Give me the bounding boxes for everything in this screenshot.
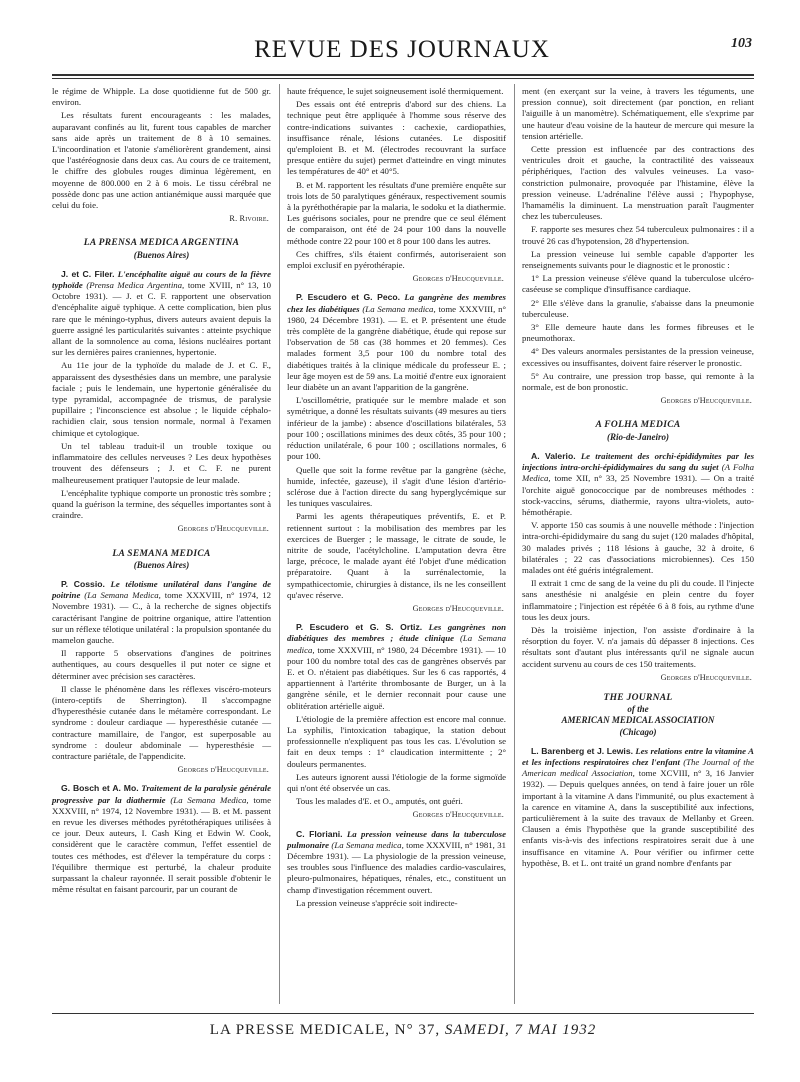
signature: Georges d'Heucqueville. <box>412 274 504 284</box>
column-right <box>522 86 754 871</box>
paragraph: L'étiologie de la première affection est encore mal connue. La syphilis, l'intoxication tabagique, la station debout professionnelle n'expliquent pas tous les cas. L'évolution se fait en deux temps : 1° claudication intermittente ; 2° douleurs permanentes. <box>287 713 506 769</box>
page-footer <box>52 1013 754 1038</box>
paragraph: L'encéphalite typhique comporte un pronostic très sombre ; quand la guérison la termine, des séquelles importantes sont à craindre. <box>52 487 271 521</box>
article-body: tome XXXVIII, n° 1974, 12 Novembre 1931). — C., à la recherche de signes objectifs caractérisant l'angine de poitrine organique, attire l'attention sur un réflexe télotique unilatéral : la propulsion spontanée du mamelon gauche. <box>52 590 272 645</box>
article-authors: P. Escudero et G. Peco. <box>296 292 401 303</box>
paragraph: L'oscillométrie, pratiquée sur le membre malade et son symétrique, a donné les résultats suivants (49 mesures au tiers inférieur de la jambe) : absence d'oscillations bilatérales, 53 pour 100 ; oscillations minimes des deux côtés, 35 pour 100 ; réduction unilatérale, 6 pour 100 ; oscillations normales, 6 pour 100. <box>287 395 506 462</box>
paragraph: Au 11e jour de la typhoïde du malade de J. et C. F., apparaissent des dysesthésies dans un membre, une paralysie faciale ; puis le lendemain, une hypertonie généralisée du type pyramidal, accompagnée de trismus, de paralysie pupillaire ; l'inconscience est absolue ; le liquide céphalo-rachidien clair, sous tension normale, normal à l'examen chimique et cytologique. <box>52 360 271 438</box>
article-title: Le traitement des orchi-épididymites par les injections intra-orchi-épididymaires du sang du sujet <box>522 450 755 473</box>
paragraph: Cette pression est influencée par des contractions des ventricules droit et gauche, la contractilité des vaisseaux périphériques, l'action des valvules veineuses. La vaso-constriction pulmonaire, provoquée par l'histamine, élève la pression veineuse. L'adrénaline l'élève aussi ; l'hypophyse, l'hamamélis la diminuent. La menstruation paraît l'augmenter chez les tuberculeuses. <box>522 144 754 222</box>
article-body: tome XVIII, n° 13, 10 Octobre 1931). — J. et C. F. rapportent une observation d'encéphalite aiguë typhique. A cette complication, bien plus rare que le méningo-typhus, divers auteurs avaient depuis la guerre assigné les particularités suivantes : atteinte psychique allant de la somnolence au coma, lésions nucléaires portant sur les dernières paires craniennes, hypertonie. <box>52 280 272 358</box>
signature: R. Rivoire. <box>229 214 269 224</box>
article-title: L'encéphalite aiguë au cours de la fièvre typhoïde <box>52 268 271 291</box>
article-title: La pression veineuse dans la tuberculose pulmonaire <box>287 828 507 850</box>
column-middle <box>287 86 506 911</box>
article-entry <box>52 783 271 895</box>
paragraph: Il classe le phénomène dans les réflexes viscéro-moteurs (intero-ceptifs de Sherrington). Il s'accompagne d'hyperesthésie cutanée dans le métamère correspondant. Le syndrome : douleur cardiaque — hyperesthésie cutanée — contracture mamillaire, de l'angor, est superposable au syndrome : douleur abdominale — hyperesthésie — contracture pariétale, de l'appendicite. <box>52 683 271 761</box>
article-authors: C. Floriani. <box>296 828 343 839</box>
page-header <box>52 32 752 68</box>
list-item: 4° Des valeurs anormales persistantes de la pression veineuse, excessives ou insuffisantes, doivent faire réserver le pronostic. <box>522 346 754 368</box>
article-title: Traitement de la paralysie générale progressive par la diathermie <box>52 783 271 805</box>
section-place: (Chicago) <box>619 726 657 737</box>
article-entry <box>522 451 754 518</box>
paragraph: Parmi les agents thérapeutiques préventifs, E. et P. retiennent surtout : la mobilisation des membres par les exercices de Buerger ; le massage, le citrate de soude, le nitrite de soude, l'acétylcholine. L'amputation devra être large, précoce, le malade ayant été l'objet d'une médication préparatoire. Quant à la surrénalectomie, la sympathicectomie, chirurgies à distance, ils ne les conseillent qu'avec réserve. <box>287 511 506 600</box>
paragraph: Les auteurs ignorent aussi l'étiologie de la forme sigmoïde qui n'ont été observée un cas. <box>287 771 506 793</box>
signature: Georges d'Heucqueville. <box>412 810 504 820</box>
column-left <box>52 86 271 897</box>
article-entry <box>522 746 754 869</box>
article-source: (La Semana Medica, <box>170 794 249 805</box>
article-authors: P. Escudero et G. S. Ortiz. <box>296 622 423 633</box>
article-authors: L. Barenberg et J. Lewis. <box>531 745 633 756</box>
paragraph: ment (en exerçant sur la veine, à travers les téguments, une pression connue), soit directement (par ponction, en reliant l'aiguille à un manomètre). Schématiquement, elle s'exprime par une hauteur d'eau voisine de la hauteur de mercure qui mesure la tension artérielle. <box>522 86 754 141</box>
article-source: (The Journal of the American medical Association, <box>522 756 754 779</box>
column-divider <box>279 84 280 1004</box>
paragraph: B. et M. rapportent les résultats d'une première enquête sur trois lots de 50 paralytiques généraux, respectivement soumis à la pyréthothérapie par la malaria, le sodoku et la diathermie. Les guérisons sociales, pour ne prendre que ce seul élément de comparaison, ont été de 24 pour 100 dans la nouvelle méthode contre 22 pour 100 et 8 pour 100 dans les autres. <box>287 179 506 246</box>
section-title: THE JOURNAL <box>603 692 673 703</box>
article-title: Les gangrènes non diabétiques des membres ; étude clinique <box>287 622 507 644</box>
article-authors: J. et C. Filer. <box>61 268 115 279</box>
article-body: tome XXXVIII, n° 1981, 31 Décembre 1931). — La physiologie de la pression veineuse, ses troubles sous l'influence des maladies cardio-vasculaires, pleuro-pulmonaires, hépatiques, rénales, etc., constituent un champ d'investigation récemment ouvert. <box>287 839 507 895</box>
footer-text <box>52 1022 754 1039</box>
paragraph: Il rapporte 5 observations d'angines de poitrines authentiques, au cours desquelles il put noter ce signe et déterminer avec précision ses caractères. <box>52 648 271 681</box>
page-title: REVUE DES JOURNAUX <box>254 36 550 63</box>
paragraph: La pression veineuse s'apprécie soit indirecte- <box>296 897 458 908</box>
article-source: (La Semana medica, <box>331 839 404 850</box>
article-title: Le télotisme unilatéral dans l'angine de poitrine <box>52 578 271 601</box>
section-title-line: of the <box>627 704 649 715</box>
paragraph: Quelle que soit la forme revêtue par la gangrène (sèche, humide, infectée, gazeuse), il s'agit d'une lésion d'artério-sclérose due à l'action directe du sang hyperglycémique sur les tuniques vasculaires. <box>287 464 506 509</box>
section-title-line: AMERICAN MEDICAL ASSOCIATION <box>561 715 715 726</box>
article-authors: G. Bosch et A. Mo. <box>61 783 139 794</box>
section-title: LA PRENSA MEDICA ARGENTINA <box>83 238 240 249</box>
paragraph: V. apporte 150 cas soumis à une nouvelle méthode : l'injection intra-orchi-épididymaire du sang du sujet (120 malades d'hôpital, 30 malades privés ; 118 lésions à gauche, 32 à droite, 6 bilatérales ; 22 cas d'associations microbiennes). Ces 150 malades ont été guéris intégralement. <box>522 520 754 575</box>
section-place: (Buenos Aires) <box>133 559 190 570</box>
section-title: LA SEMANA MEDICA <box>112 548 211 559</box>
article-authors: A. Valerio. <box>531 450 576 461</box>
header-rule <box>52 74 754 76</box>
article-body: tome XXXVIII, n° 1980, 24 Décembre 1931). — 10 pour 100 du nombre total des cas de gangrènes observés par E. et O. n'étaient pas diabétiques. Sur les 6 cas rapportés, 4 appartiennent à l'artérite thrombosante de Burger, un à la gangrène sénile, et le dernier reconnait pour cause une oblitération artérielle aiguë. <box>287 644 506 711</box>
paragraph: Des essais ont été entrepris d'abord sur des chiens. La technique peut être appliquée à l'homme sous réserve des contre-indications suivantes : cachexie, cardiopathies, insuffisance rénale, lésions cutanées. Le dispositif qu'emploient B. et M. (électrodes recouvrant la surface presque entière du sujet) permet d'atteindre en vingt minutes les températures de 40° et 40°5. <box>287 99 506 177</box>
page-number: 103 <box>731 36 752 51</box>
article-authors: P. Cossio. <box>61 578 105 589</box>
article-entry <box>287 622 506 712</box>
signature: Georges d'Heucqueville. <box>660 672 752 682</box>
signature: Georges d'Heucqueville. <box>412 603 504 613</box>
article-entry <box>287 829 506 896</box>
list-item: 3° Elle demeure haute dans les formes fibreuses et le pneumothorax. <box>522 322 754 344</box>
signature: Georges d'Heucqueville. <box>177 765 269 775</box>
article-entry <box>52 579 271 646</box>
paragraph: Un tel tableau traduit-il un trouble toxique ou inflammatoire des cellules nerveuses ? Les deux hypothèses trouvent des défenseurs ; J. et C. F. ne purent malheureusement pratiquer l'autopsie de leur malade. <box>52 440 271 485</box>
paragraph: Dès la troisième injection, l'on assiste d'ordinaire à la résorption du foyer. V. n'a jamais dû dépasser 8 injections. Ces résultats sont d'autant plus intéressants qu'il ne signale aucun accident survenu au cours de ces 150 traitements. <box>522 624 754 669</box>
footer-publication: LA PRESSE MEDICALE, N° 37, <box>209 1022 441 1038</box>
paragraph: Il extrait 1 cmc de sang de la veine du pli du coude. Il l'injecte sans anesthésie ni analgésie en plein centre du foyer inflammatoire ; l'injection est répétée 6 à 8 fois, au rythme d'une tous les deux jours. <box>522 578 754 622</box>
article-source: (La Semana medica, <box>287 633 506 655</box>
list-item: 1° La pression veineuse s'élève quand la tuberculose ulcéro-caséeuse se complique d'insuffisance cardiaque. <box>522 273 754 295</box>
column-divider <box>514 84 515 1004</box>
section-place: (Buenos Aires) <box>133 249 190 260</box>
section-title: A FOLHA MEDICA <box>595 420 681 431</box>
article-title: Les relations entre la vitamine A et les infections respiratoires chez l'enfant <box>522 745 754 767</box>
paragraph: F. rapporte ses mesures chez 54 tuberculeux pulmonaires : il a trouvé 26 cas d'hypotension, 28 d'hypertension. <box>522 224 754 246</box>
paragraph: le régime de Whipple. La dose quotidienne fut de 500 gr. environ. <box>52 86 271 108</box>
list-item: 2° Elle s'élève dans la granulie, s'abaisse dans la pneumonie tuberculeuse. <box>522 297 754 319</box>
paragraph: Ces chiffres, s'ils étaient confirmés, autoriseraient son emploi exclusif en pyérothérapie. <box>287 248 506 271</box>
paragraph: Tous les malades d'E. et O., amputés, ont guéri. <box>296 796 463 807</box>
article-body: tome XXXVIII, n° 1980, 24 Décembre 1931). — E. et P. présentent une étude très complète de la gangrène diabétique, étude qui repose sur l'observation de 58 cas (38 hommes et 20 femmes). Ces malades forment 3,5 pour 100 du nombre total des diabétiques traités à la clinique médicale du professeur E. ; leur âge moyen est de 59 ans. La moitié d'entre eux ignoraient leur diabète un an avant l'apparition de la gangrène. <box>287 303 506 393</box>
article-entry <box>287 292 506 393</box>
section-place: (Rio-de-Janeiro) <box>607 431 669 442</box>
article-body: tome XXXVIII, n° 1974, 12 Novembre 1931). — B. et M. passent en revue les diverses méthodes pyrétothérapiques utilisées à ce jour. Deux auteurs, I. Cash King et Edwin W. Cook, considèrent que le caractère commun, l'effet essentiel de toutes ces méthodes, est d'élever la température du corps : l'équilibre thermique est perturbé, la chaleur produite surpassant la chaleur rayonnée. Il serait possible d'obtenir le même résultat en faisant parcourir, par un courant de <box>52 794 271 895</box>
paragraph: La pression veineuse lui semble capable d'apporter les renseignements suivants pour le diagnostic et le pronostic : <box>522 248 754 271</box>
article-source: (A Folha Medica, <box>522 462 755 484</box>
footer-date: SAMEDI, 7 MAI 1932 <box>444 1022 597 1038</box>
signature: Georges d'Heucqueville. <box>660 396 752 406</box>
paragraph: haute fréquence, le sujet soigneusement isolé thermiquement. <box>287 86 504 96</box>
article-source: (Prensa Medica Argentina, <box>86 280 185 291</box>
article-title: La gangrène des membres chez les diabétiques <box>287 292 506 314</box>
article-body: tome XII, n° 33, 25 Novembre 1931). — On a traité l'orchite aiguë gonococcique par de nombreuses méthodes : stock-vaccins, sérums, diathermie, rayons ultra-violets, auto-hémothérapie. <box>522 473 755 517</box>
header-rule-thin <box>52 78 754 79</box>
article-body: tome XCVIII, n° 3, 16 Janvier 1932). — Depuis quelques années, on tend à faire jouer un rôle important à la vitamine A dans l'immunité, ou plus exactement à la carence en vitamine A, dans la susceptibilité aux infections, particulièrement à la suite des travaux de Mellanby et Green. Clausen a émis l'hypothèse que la grande susceptibilité des enfants vis-à-vis des infections respiratoires serait due à une insuffisance en vitamine A. Pour vérifier ou infirmer cette hypothèse, B. et L. ont traité un grand nombre d'enfants par <box>522 768 754 868</box>
paragraph: Les résultats furent encourageants : les malades, auparavant confinés au lit, furent tous capables de marcher sans aide après un traitement de 8 à 10 semaines. L'incoordination et l'atonie s'améliorèrent grandement, ainsi que l'astéréognosie dans deux cas. Au cours de ce traitement, le chiffre des globules rouges diminua légèrement, en moyenne de 800.000 en 2 à 6 mois. Le tissu cérébral ne possède donc pas une action antianémique aussi marquée que celui du foie. <box>52 110 271 211</box>
article-source: (La Semana Medica, <box>84 590 161 601</box>
list-item: 5° Au contraire, une pression trop basse, qui remonte à la normale, est de bon pronostic. <box>522 370 754 393</box>
article-entry <box>52 269 271 359</box>
signature: Georges d'Heucqueville. <box>177 524 269 534</box>
article-source: (La Semana medica, <box>362 303 436 314</box>
